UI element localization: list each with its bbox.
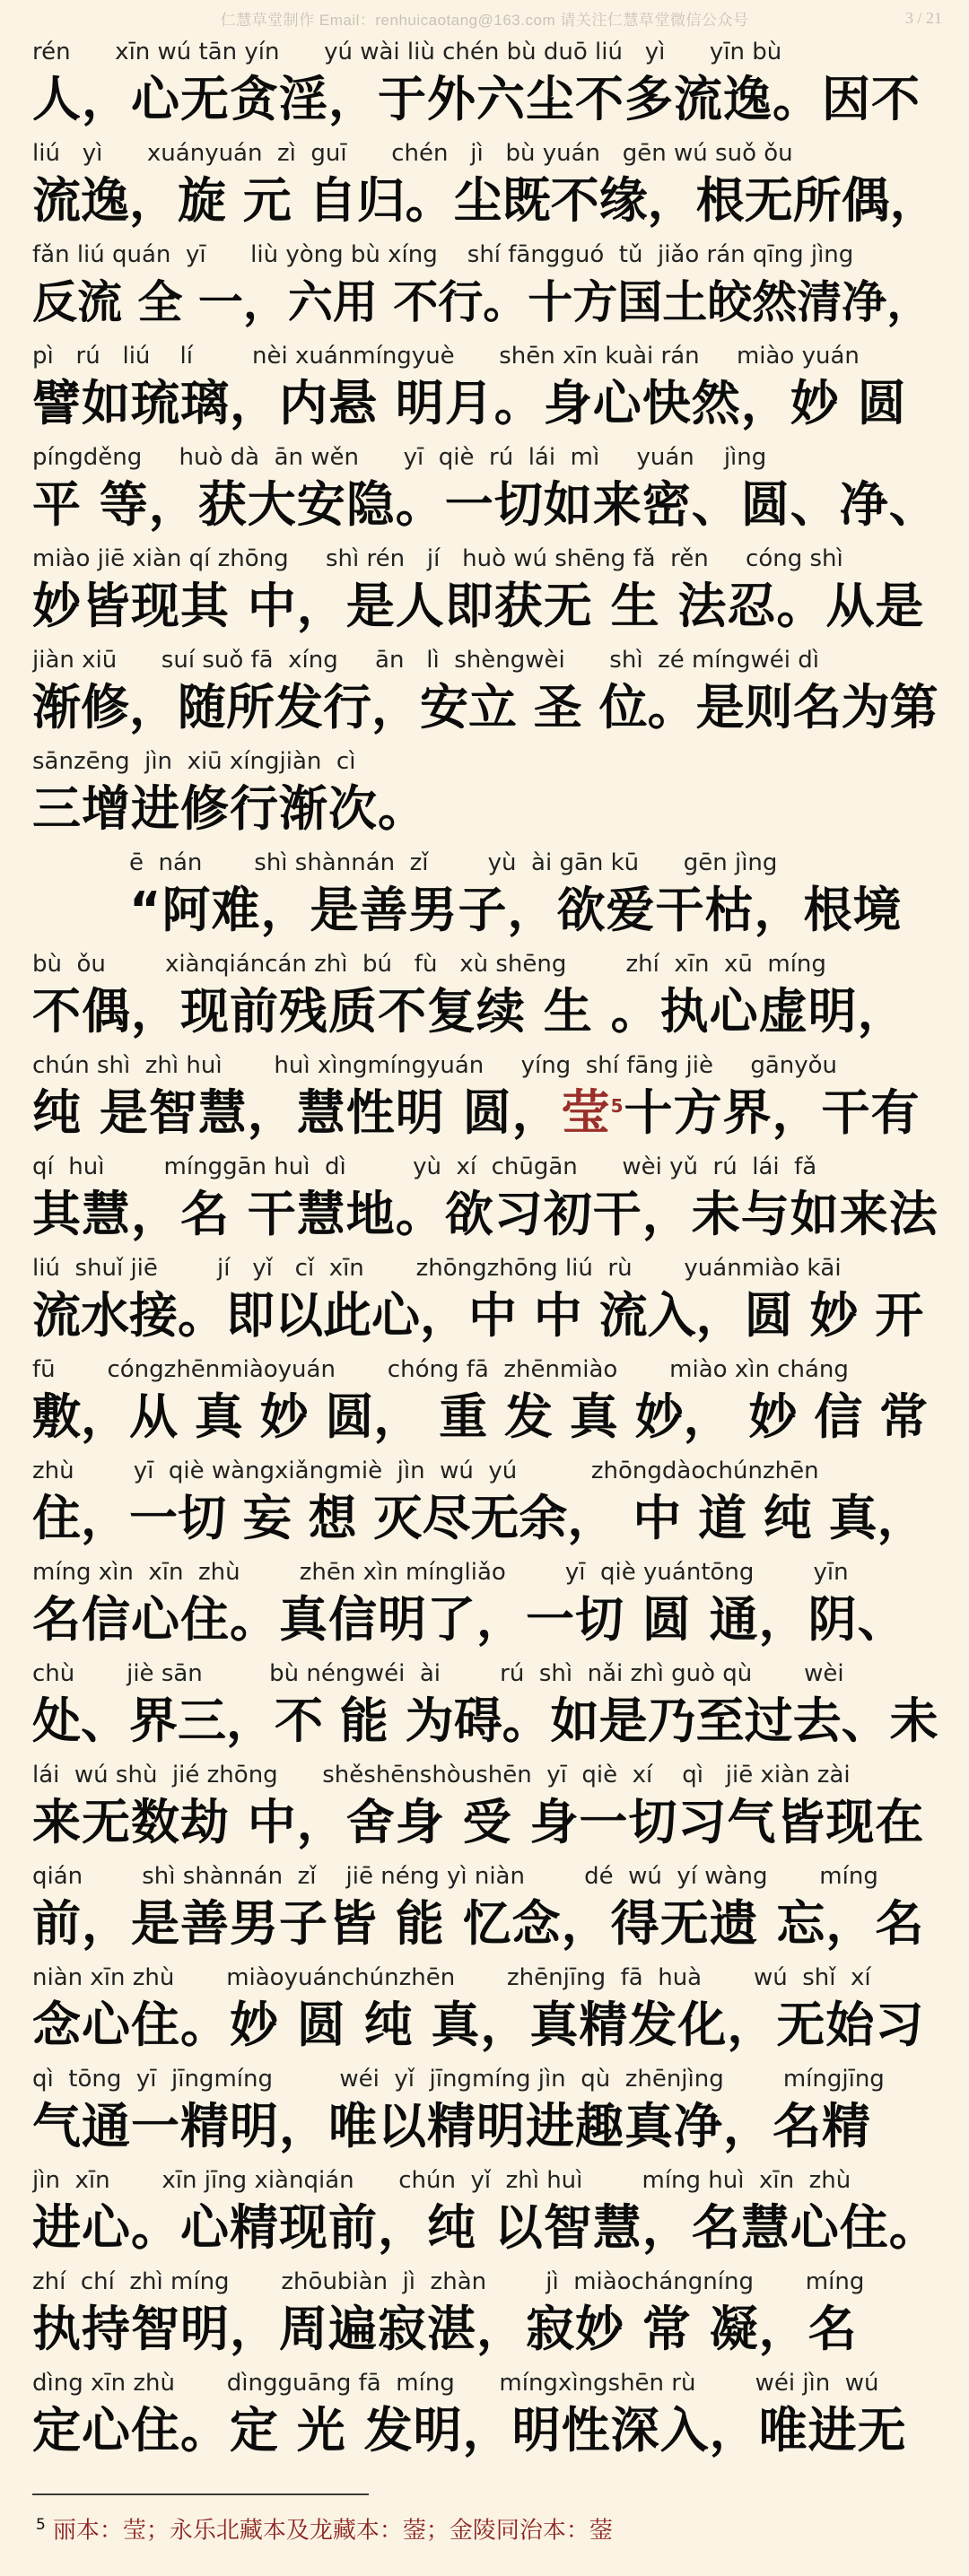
hanzi-line: 渐修，随所发行，安立 圣 位。是则名为第 — [32, 679, 938, 735]
text-line — [32, 745, 940, 847]
footnote-text: 丽本：莹；永乐北藏本及龙藏本：蓥；金陵同治本：蓥 — [52, 2517, 613, 2545]
hanzi-line: 念心住。妙 圆 纯 真，真精发化，无始习 — [32, 1997, 925, 2053]
hanzi-line — [32, 1082, 940, 1144]
footnote-divider — [32, 2493, 369, 2495]
hanzi-segment: 十方界，干有 — [624, 1084, 921, 1141]
footnote-number: 5 — [36, 2516, 46, 2534]
hanzi-line: 譬如琉璃，内悬 明月。身心快然，妙 圆 — [32, 375, 907, 431]
pinyin-line: jìn xīn xīn jīng xiànqián chún yǐ zhì huì míng huì xīn zhù — [32, 2167, 851, 2194]
text-line — [32, 137, 940, 239]
pinyin-line: chún shì zhì huì huì xìngmíngyuán yíng shí fāng jiè gānyǒu — [32, 1052, 838, 1079]
pinyin-line: zhù yī qiè wàngxiǎngmiè jìn wú yú zhōngdàochúnzhēn — [32, 1458, 819, 1484]
variant-character: 莹 — [561, 1084, 611, 1141]
text-line — [32, 1962, 940, 2063]
text-line — [32, 1151, 940, 1252]
page-header — [0, 0, 969, 36]
footnote — [36, 2502, 942, 2554]
text-line — [32, 1353, 940, 1455]
hanzi-line: “阿难，是善男子，欲爱干枯，根境 — [129, 882, 903, 938]
hanzi-segment: 纯 是智慧，慧性明 圆， — [32, 1084, 562, 1141]
hanzi-line: 进心。心精现前，纯 以智慧，名慧心住。 — [32, 2199, 938, 2256]
text-line — [32, 2063, 940, 2164]
pinyin-line: pì rú liú lí nèi xuánmíngyuè shēn xīn kuài rán miào yuán — [32, 343, 860, 370]
text-line — [32, 644, 940, 745]
hanzi-line: 流逸，旋 元 自归。尘既不缘，根无所偶， — [32, 172, 938, 229]
hanzi-line: 来无数劫 中，舍身 受 身一切习气皆现在 — [32, 1794, 925, 1850]
text-line — [32, 239, 940, 340]
text-line — [32, 340, 940, 441]
text-line — [32, 1658, 940, 1759]
hanzi-line: 敷，从 真 妙 圆， 重 发 真 妙， 妙 信 常 — [32, 1388, 928, 1445]
pinyin-line: fǎn liú quán yī liù yòng bù xíng shí fāngguó tǔ jiǎo rán qīng jìng — [32, 241, 854, 268]
text-line — [32, 948, 940, 1049]
pinyin-line: chù jiè sān bù néngwéi ài rú shì nǎi zhì guò qù wèi — [32, 1660, 844, 1687]
text-line — [32, 1860, 940, 1962]
hanzi-line: 不偶，现前残质不复续 生 。执心虚明， — [32, 983, 907, 1040]
hanzi-line: 流水接。即以此心，中 中 流入，圆 妙 开 — [32, 1287, 924, 1344]
scripture-text — [32, 36, 940, 2468]
text-line — [32, 1455, 940, 1556]
hanzi-line: 其慧，名 干慧地。欲习初干，未与如来法 — [32, 1186, 938, 1242]
hanzi-line: 定心住。定 光 发明，明性深入，唯进无 — [32, 2402, 907, 2459]
footnote-marker: 5 — [610, 1095, 624, 1117]
page-number: 3 / 21 — [904, 9, 942, 27]
pinyin-line: píngděng huò dà ān wěn yī qiè rú lái mì yuán jìng — [32, 444, 767, 471]
text-line — [32, 441, 940, 543]
pinyin-line: ē nán shì shànnán zǐ yù ài gān kū gēn jìng — [129, 849, 778, 876]
pinyin-line: bù ǒu xiànqiáncán zhì bú fù xù shēng zhí xīn xū míng — [32, 951, 826, 978]
pinyin-line: liú yì xuányuán zì guī chén jì bù yuán gēn wú suǒ ǒu — [32, 140, 793, 167]
text-line — [32, 2164, 940, 2266]
pinyin-line: lái wú shù jié zhōng shěshēnshòushēn yī qiè xí qì jiē xiàn zài — [32, 1762, 851, 1788]
text-line — [32, 847, 940, 948]
pinyin-line: jiàn xiū suí suǒ fā xíng ān lì shèngwèi shì zé míngwéi dì — [32, 647, 819, 674]
pinyin-line: zhí chí zhì míng zhōubiàn jì zhàn jì miàochángníng míng — [32, 2268, 865, 2295]
text-line — [32, 1252, 940, 1353]
header-info: 仁慧草堂制作 Email：renhuicaotang@163.com 请关注仁慧草堂微信公众号 — [220, 11, 749, 29]
hanzi-line: 三增进修行渐次。 — [32, 780, 427, 837]
text-line — [32, 1556, 940, 1658]
hanzi-line: 名信心住。真信明了，一切 圆 通，阴、 — [32, 1591, 907, 1648]
pinyin-line: qí huì mínggān huì dì yù xí chūgān wèi yǔ rú lái fǎ — [32, 1153, 817, 1180]
pinyin-line: sānzēng jìn xiū xíngjiàn cì — [32, 748, 356, 775]
pinyin-line: miào jiē xiàn qí zhōng shì rén jí huò wú shēng fǎ rěn cóng shì — [32, 545, 843, 572]
hanzi-line: 执持智明，周遍寂湛，寂妙 常 凝，名 — [32, 2301, 858, 2357]
pinyin-line: niàn xīn zhù miàoyuánchúnzhēn zhēnjīng fā huà wú shǐ xí — [32, 1964, 871, 1991]
text-line — [32, 2266, 940, 2367]
pinyin-line: qì tōng yī jīngmíng wéi yǐ jīngmíng jìn qù zhēnjìng míngjīng — [32, 2066, 885, 2093]
hanzi-line: 平 等，获大安隐。一切如来密、圆、净、 — [32, 476, 938, 533]
pinyin-line: fū cóngzhēnmiàoyuán chóng fā zhēnmiào miào xìn cháng — [32, 1356, 849, 1383]
hanzi-line: 前，是善男子皆 能 忆念，得无遗 忘，名 — [32, 1895, 925, 1952]
hanzi-line: 处、界三，不 能 为碍。如是乃至过去、未 — [32, 1693, 938, 1749]
pinyin-line: rén xīn wú tān yín yú wài liù chén bù duō liú yì yīn bù — [32, 39, 782, 65]
text-line — [32, 543, 940, 644]
pinyin-line: dìng xīn zhù dìngguāng fā míng míngxìngshēn rù wéi jìn wú — [32, 2370, 879, 2397]
text-line — [32, 1049, 940, 1151]
pinyin-line: qián shì shànnán zǐ jiē néng yì niàn dé wú yí wàng míng — [32, 1863, 878, 1890]
text-line — [32, 36, 940, 137]
hanzi-line: 反流 全 一，六用 不行。十方国土皎然清净， — [32, 276, 932, 328]
text-line — [32, 1759, 940, 1860]
text-line — [32, 2367, 940, 2468]
pinyin-line: míng xìn xīn zhù zhēn xìn míngliǎo yī qiè yuántōng yīn — [32, 1559, 849, 1586]
hanzi-line: 住，一切 妄 想 灭尽无余， 中 道 纯 真， — [32, 1490, 926, 1546]
hanzi-line: 人，心无贪淫，于外六尘不多流逸。因不 — [32, 71, 921, 127]
pinyin-line: liú shuǐ jiē jí yǐ cǐ xīn zhōngzhōng liú rù yuánmiào kāi — [32, 1255, 842, 1282]
hanzi-line: 妙皆现其 中，是人即获无 生 法忍。从是 — [32, 578, 925, 634]
hanzi-line: 气通一精明，唯以精明进趣真净，名精 — [32, 2098, 871, 2154]
